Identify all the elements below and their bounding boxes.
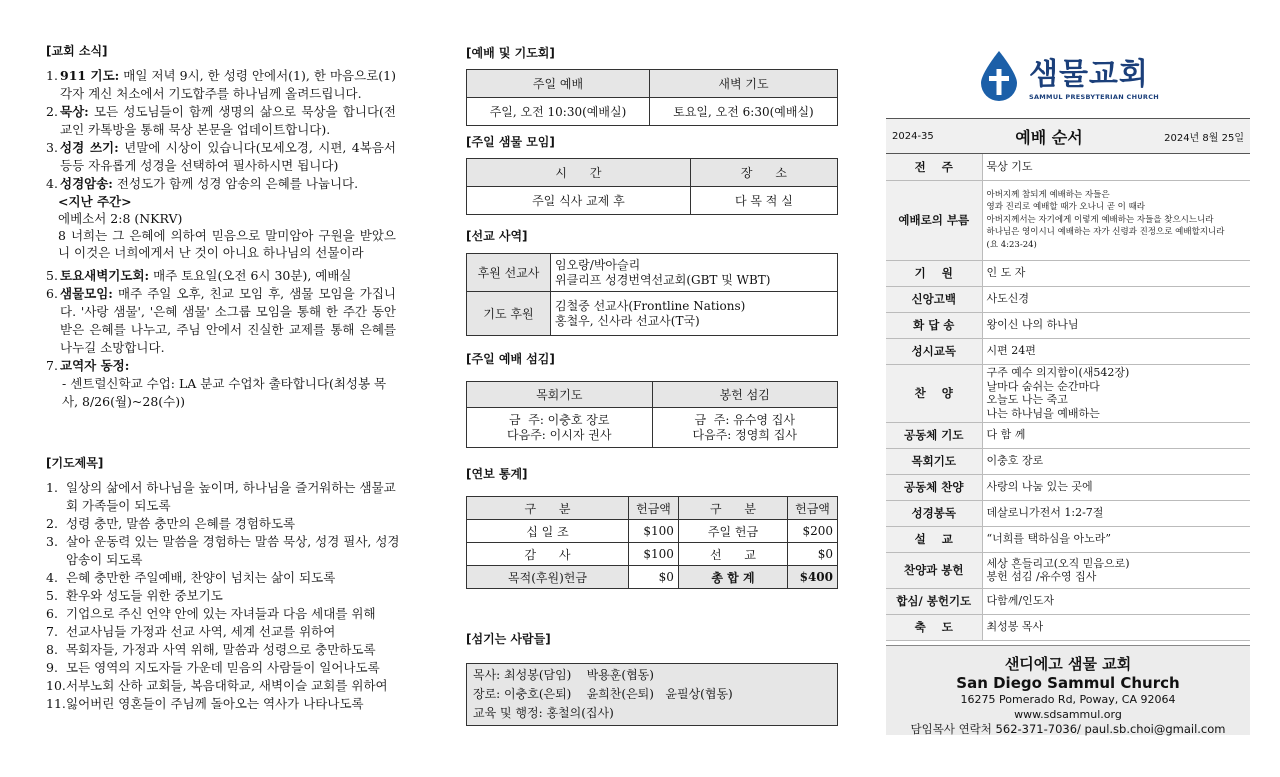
order-item-value (982, 154, 1250, 180)
news-item (46, 67, 396, 103)
news-item-text (60, 357, 396, 375)
prayer-requests-list (46, 479, 406, 713)
staff-pastors: 목사: 최성봉(담임) 박용훈(협동) (473, 668, 654, 682)
order-row (886, 260, 1250, 286)
prayer-item (46, 533, 406, 569)
church-contact: 담임목사 연락처 562-371-7036/ paul.sb.choi@gmail.com (910, 721, 1226, 736)
order-item-label: 찬양과 봉헌 (886, 552, 982, 588)
worship-order-panel (886, 38, 1250, 735)
order-item-line: 시편 24편 (986, 344, 1036, 358)
church-news-list (46, 67, 396, 193)
news-item (46, 267, 396, 285)
sunday-group-header-time: 시 간 (467, 159, 691, 187)
sunday-group-place: 다 목 적 실 (690, 187, 837, 215)
order-item-value (982, 286, 1250, 312)
order-item-value (982, 474, 1250, 500)
prayer-item-text: 살아 운동력 있는 말씀을 경험하는 말씀 묵상, 성경 필사, 성경 암송이 되도록 (66, 534, 400, 567)
sunday-group-header-place: 장 소 (690, 159, 837, 187)
finance-row (467, 520, 838, 543)
prayer-item-text: 환우와 성도들 위한 중보기도 (66, 588, 223, 603)
prayer-item (46, 479, 406, 515)
church-logo (886, 38, 1250, 112)
finance-title: [연보 통계] (466, 467, 528, 481)
logo-name-korean: 샘물교회 (1028, 57, 1149, 92)
prayer-item-number: 6. (46, 606, 58, 621)
order-item-label: 성경봉독 (886, 500, 982, 526)
news-item-number: 7. (46, 358, 58, 373)
news-item-text (60, 267, 396, 285)
finance-header-cell: 헌금액 (788, 497, 838, 520)
finance-table (466, 496, 838, 589)
order-item-line: (요 4:23-24) (986, 239, 1037, 250)
order-row (886, 588, 1250, 614)
prayer-item-number: 5. (46, 588, 58, 603)
order-item-value (982, 260, 1250, 286)
sunday-group-table (466, 158, 838, 215)
finance-category: 주일 헌금 (678, 520, 787, 543)
order-row (886, 526, 1250, 552)
news-item-label: 묵상: (60, 104, 89, 119)
order-date: 2024년 8월 25일 (1164, 132, 1244, 144)
finance-amount: $400 (788, 566, 838, 589)
order-row (886, 448, 1250, 474)
prayer-requests-section (46, 454, 406, 713)
worship-order-table (886, 154, 1250, 641)
order-item-label: 목회기도 (886, 448, 982, 474)
order-row (886, 614, 1250, 640)
missions-prayer-label: 기도 후원 (467, 292, 551, 336)
prayer-item-number: 10. (46, 678, 66, 693)
order-item-label: 화 답 송 (886, 312, 982, 338)
news-item-number: 5. (46, 268, 58, 283)
prayer-item-text: 은혜 충만한 주일예배, 찬양이 넘치는 삶이 되도록 (66, 570, 336, 585)
worship-header-sunday: 주일 예배 (467, 70, 650, 98)
church-address: 16275 Pomerado Rd, Poway, CA 92064 (960, 692, 1176, 706)
news-item-body: 매주 토요일(오전 6시 30분), 예배실 (149, 268, 352, 283)
worship-times-section (466, 44, 838, 126)
finance-row (467, 543, 838, 566)
news-item-body: 매일 저녁 9시, 한 성령 안에서(1), 한 마음으로(1) 각자 계신 처소에서 기도합주를 하나님께 올려드립니다. (60, 68, 396, 101)
order-item-line: 하나님은 영이시니 예배하는 자가 신령과 진정으로 예배할지니라 (986, 227, 1225, 238)
prayer-requests-title: [기도제목] (46, 456, 104, 470)
news-item-label: 성경암송: (60, 176, 113, 191)
servants-header-offering: 봉헌 섬김 (652, 382, 838, 408)
servants-offering-next-week: 다음주: 정영희 집사 (692, 427, 797, 442)
prayer-item-text: 목회자들, 가정과 사역 위해, 말씀과 성령으로 충만하도록 (66, 642, 376, 657)
order-item-value (982, 180, 1250, 260)
order-item-label: 축 도 (886, 614, 982, 640)
order-header (886, 118, 1250, 154)
missions-support-line-1: 임오랑/박아슬리 (555, 257, 641, 272)
church-website: www.sdsammul.org (1014, 707, 1122, 721)
prayer-item (46, 587, 406, 605)
finance-amount: $0 (788, 543, 838, 566)
prayer-item-text: 기업으로 주신 언약 안에 있는 자녀들과 다음 세대를 위해 (66, 606, 376, 621)
water-drop-cross-icon (977, 49, 1021, 101)
order-item-label: 전 주 (886, 154, 982, 180)
order-item-line: 사도신경 (986, 292, 1030, 306)
news-item (46, 139, 396, 175)
church-news-section (46, 42, 396, 411)
news-item-number: 3. (46, 140, 58, 155)
prayer-item-number: 7. (46, 624, 58, 639)
order-row (886, 552, 1250, 588)
missions-title: [선교 사역] (466, 229, 528, 243)
news-item-text (60, 285, 396, 357)
order-item-label: 예배로의 부름 (886, 180, 982, 260)
worship-time-sunday: 주일, 오전 10:30(예배실) (467, 98, 650, 126)
order-item-line: 다 함 께 (986, 428, 1026, 442)
order-item-line: 왕이신 나의 하나님 (986, 318, 1079, 332)
servants-prayer-next-week: 다음주: 이시자 권사 (507, 427, 612, 442)
prayer-item-text: 성령 충만, 말씀 충만의 은혜를 경험하도록 (66, 516, 296, 531)
order-item-label: 공동체 찬양 (886, 474, 982, 500)
worship-times-title: [예배 및 기도회] (466, 46, 555, 60)
order-number: 2024-35 (892, 130, 934, 142)
order-row (886, 286, 1250, 312)
prayer-item-text: 선교사님들 가정과 선교 사역, 세계 선교를 위하여 (66, 624, 336, 639)
order-item-value (982, 364, 1250, 422)
news-item-label: 성경 쓰기: (60, 140, 119, 155)
order-item-line: 봉헌 섬김 /유수영 집사 (986, 570, 1097, 583)
news-item-label: 샘물모임: (60, 286, 113, 301)
servants-table (466, 381, 838, 448)
servants-prayer-cell (467, 408, 653, 448)
order-item-line: “너희를 택하심을 아노라” (986, 532, 1111, 546)
finance-header-cell: 헌금액 (628, 497, 678, 520)
missions-prayer-line-2: 홍철우, 신사라 선교사(T국) (555, 313, 700, 328)
church-news-title: [교회 소식] (46, 44, 108, 58)
prayer-item (46, 641, 406, 659)
order-item-line: 나는 하나님을 예배하는 (986, 406, 1100, 420)
news-item (46, 285, 396, 357)
order-row (886, 338, 1250, 364)
order-item-line: 오늘도 나는 죽고 (986, 393, 1068, 406)
sunday-group-time: 주일 식사 교제 후 (467, 187, 691, 215)
prayer-item-text: 모든 영역의 지도자들 가운데 믿음의 사람들이 일어나도록 (66, 660, 380, 675)
order-item-value (982, 312, 1250, 338)
order-item-line: 아버지께 참되게 예배하는 자들은 (986, 189, 1110, 200)
order-row (886, 364, 1250, 422)
order-item-line: 아버지께서는 자기에게 이렇게 예배하는 자들을 찾으시느니라 (986, 214, 1214, 225)
finance-category: 총 합 계 (678, 566, 787, 589)
order-item-label: 신앙고백 (886, 286, 982, 312)
order-item-line: 날마다 숨쉬는 순간마다 (986, 379, 1100, 393)
news-item-number: 1. (46, 68, 58, 83)
news-item-body: 년말에 시상이 있습니다(모세오경, 시편, 4복음서 등등 자유롭게 성경을 선택하여 필사하시면 됩니다) (60, 140, 396, 173)
order-item-line: 구주 예수 의지함이(새542장) (986, 366, 1130, 379)
order-item-line: 다함께/인도자 (986, 594, 1054, 608)
order-row (886, 422, 1250, 448)
prayer-item (46, 659, 406, 677)
memory-verse-text: 8 너희는 그 은혜에 의하여 믿음으로 말미암아 구원을 받았으니 이것은 너희에게서 난 것이 아니요 하나님의 선물이라 (58, 228, 396, 260)
order-row (886, 474, 1250, 500)
prayer-item-number: 3. (46, 534, 58, 549)
news-item-label: 토요새벽기도회: (60, 268, 150, 283)
news-item-text (60, 103, 396, 139)
finance-header-cell: 구 분 (467, 497, 629, 520)
order-item-value (982, 422, 1250, 448)
prayer-item (46, 515, 406, 533)
missions-table (466, 253, 838, 336)
order-row (886, 154, 1250, 180)
servants-section (466, 350, 838, 448)
news-item-label: 911 기도: (60, 68, 120, 83)
order-item-line: 묵상 기도 (986, 160, 1033, 173)
news-item-text (60, 175, 396, 193)
order-item-label: 합심/ 봉헌기도 (886, 588, 982, 614)
news-item-body: 매주 주일 오후, 친교 모임 후, 샘물 모임을 가집니다. '사랑 샘물', '은혜 샘물' 소그룹 모임을 통해 한 주간 동안 받은 은혜를 나누고, 주님 안에서 진실한 교제를 통해 은혜를 나누길 소망합니다. (60, 286, 396, 355)
finance-header-cell: 구 분 (678, 497, 787, 520)
missions-support-label: 후원 선교사 (467, 254, 551, 292)
memory-verse (58, 193, 396, 261)
staff-section (466, 630, 838, 726)
missions-prayer-line-1: 김철중 선교사(Frontline Nations) (555, 298, 746, 313)
order-item-line: 데살로니가전서 1:2-7절 (986, 506, 1104, 520)
order-item-value (982, 338, 1250, 364)
news-item (46, 175, 396, 193)
finance-category: 선 교 (678, 543, 787, 566)
order-item-value (982, 500, 1250, 526)
prayer-item-number: 1. (46, 480, 58, 495)
logo-name-english: SAMMUL PRESBYTERIAN CHURCH (1028, 93, 1160, 101)
memory-verse-header: <지난 주간> (58, 194, 132, 209)
staff-box (466, 663, 838, 726)
staff-admin: 교육 및 행정: 홍철의(집사) (473, 706, 614, 720)
finance-amount: $100 (628, 543, 678, 566)
servants-offering-this-week: 금 주: 유수영 집사 (694, 412, 795, 427)
order-title: 예배 순서 (1015, 127, 1083, 147)
missions-prayer-value (551, 292, 838, 336)
order-item-line: 사랑의 나눔 있는 곳에 (986, 480, 1093, 494)
missions-support-line-2: 위클리프 성경번역선교회(GBT 및 WBT) (555, 272, 771, 287)
church-name-korean: 샌디에고 샘물 교회 (1004, 654, 1132, 673)
servants-header-prayer: 목회기도 (467, 382, 653, 408)
memory-verse-reference: 에베소서 2:8 (NKRV) (58, 211, 183, 226)
finance-amount: $200 (788, 520, 838, 543)
servants-offering-cell (652, 408, 838, 448)
church-info-box (886, 645, 1250, 735)
prayer-item (46, 677, 406, 695)
prayer-item (46, 623, 406, 641)
servants-title: [주일 예배 섬김] (466, 352, 555, 366)
news-item-number: 4. (46, 176, 58, 191)
finance-header-row (467, 497, 838, 520)
worship-time-dawn: 토요일, 오전 6:30(예배실) (650, 98, 838, 126)
news-item-number: 6. (46, 286, 58, 301)
missions-section (466, 227, 838, 336)
order-item-label: 공동체 기도 (886, 422, 982, 448)
order-row (886, 312, 1250, 338)
prayer-item (46, 605, 406, 623)
order-item-line: 영과 진리로 예배할 때가 오나니 곧 이 때라 (986, 202, 1146, 213)
order-item-value (982, 526, 1250, 552)
prayer-item-number: 2. (46, 516, 58, 531)
sunday-group-section (466, 133, 838, 215)
news-item-number: 2. (46, 104, 58, 119)
news-item-label: 교역자 동정: (60, 358, 130, 373)
order-item-value (982, 588, 1250, 614)
order-item-value (982, 552, 1250, 588)
order-item-line: 최성봉 목사 (986, 620, 1044, 634)
worship-times-table (466, 69, 838, 126)
worship-header-dawn: 새벽 기도 (650, 70, 838, 98)
news-item-text (60, 139, 396, 175)
prayer-item-text: 일상의 삶에서 하나님을 높이며, 하나님을 즐거워하는 샘물교회 가족들이 되도록 (66, 480, 396, 513)
order-item-line: 인 도 자 (986, 266, 1026, 280)
staff-title: [섬기는 사람들] (466, 632, 551, 646)
order-row (886, 180, 1250, 260)
news-item-text (60, 67, 396, 103)
order-item-line: 이충호 장로 (986, 454, 1044, 468)
order-item-line: 세상 흔들리고(오직 믿음으로) (986, 556, 1130, 570)
church-news-list-2 (46, 267, 396, 375)
missions-support-value (551, 254, 838, 292)
staff-news-item: - 센트럴신학교 수업: LA 분교 수업차 출타합니다(최성봉 목사, 8/26(월)~28(수)) (62, 376, 387, 409)
staff-elders: 장로: 이충호(은퇴) 윤희찬(은퇴) 윤필상(협동) (473, 687, 733, 701)
order-item-label: 찬 양 (886, 364, 982, 422)
prayer-item (46, 695, 406, 713)
news-item (46, 357, 396, 375)
finance-amount: $100 (628, 520, 678, 543)
news-item-body: 전성도가 함께 성경 암송의 은혜를 나눕니다. (112, 176, 359, 191)
prayer-item-number: 8. (46, 642, 58, 657)
prayer-item-text: 잃어버린 영혼들이 주님께 돌아오는 역사가 나타나도록 (66, 696, 364, 711)
finance-category: 감 사 (467, 543, 629, 566)
logo-text (1029, 49, 1159, 101)
finance-category: 십 일 조 (467, 520, 629, 543)
sunday-group-title: [주일 샘물 모임] (466, 135, 555, 149)
finance-row (467, 566, 838, 589)
prayer-item (46, 569, 406, 587)
order-item-value (982, 448, 1250, 474)
finance-category: 목적(후원)헌금 (467, 566, 629, 589)
prayer-item-number: 11. (46, 696, 66, 711)
order-item-value (982, 614, 1250, 640)
finance-amount: $0 (628, 566, 678, 589)
servants-prayer-this-week: 금 주: 이충호 장로 (509, 412, 610, 427)
order-item-label: 기 원 (886, 260, 982, 286)
church-name-english: San Diego Sammul Church (956, 673, 1180, 692)
prayer-item-number: 4. (46, 570, 58, 585)
order-row (886, 500, 1250, 526)
prayer-item-text: 서부노회 산하 교회들, 복음대학교, 새벽이슬 교회를 위하여 (66, 678, 388, 693)
news-item (46, 103, 396, 139)
prayer-item-number: 9. (46, 660, 58, 675)
news-item-body: 모든 성도님들이 함께 생명의 삶으로 묵상을 합니다(전교인 카톡방을 통해 묵상 본문을 업데이트합니다). (60, 104, 396, 137)
finance-section (466, 465, 838, 589)
order-item-label: 성시교독 (886, 338, 982, 364)
order-item-label: 설 교 (886, 526, 982, 552)
